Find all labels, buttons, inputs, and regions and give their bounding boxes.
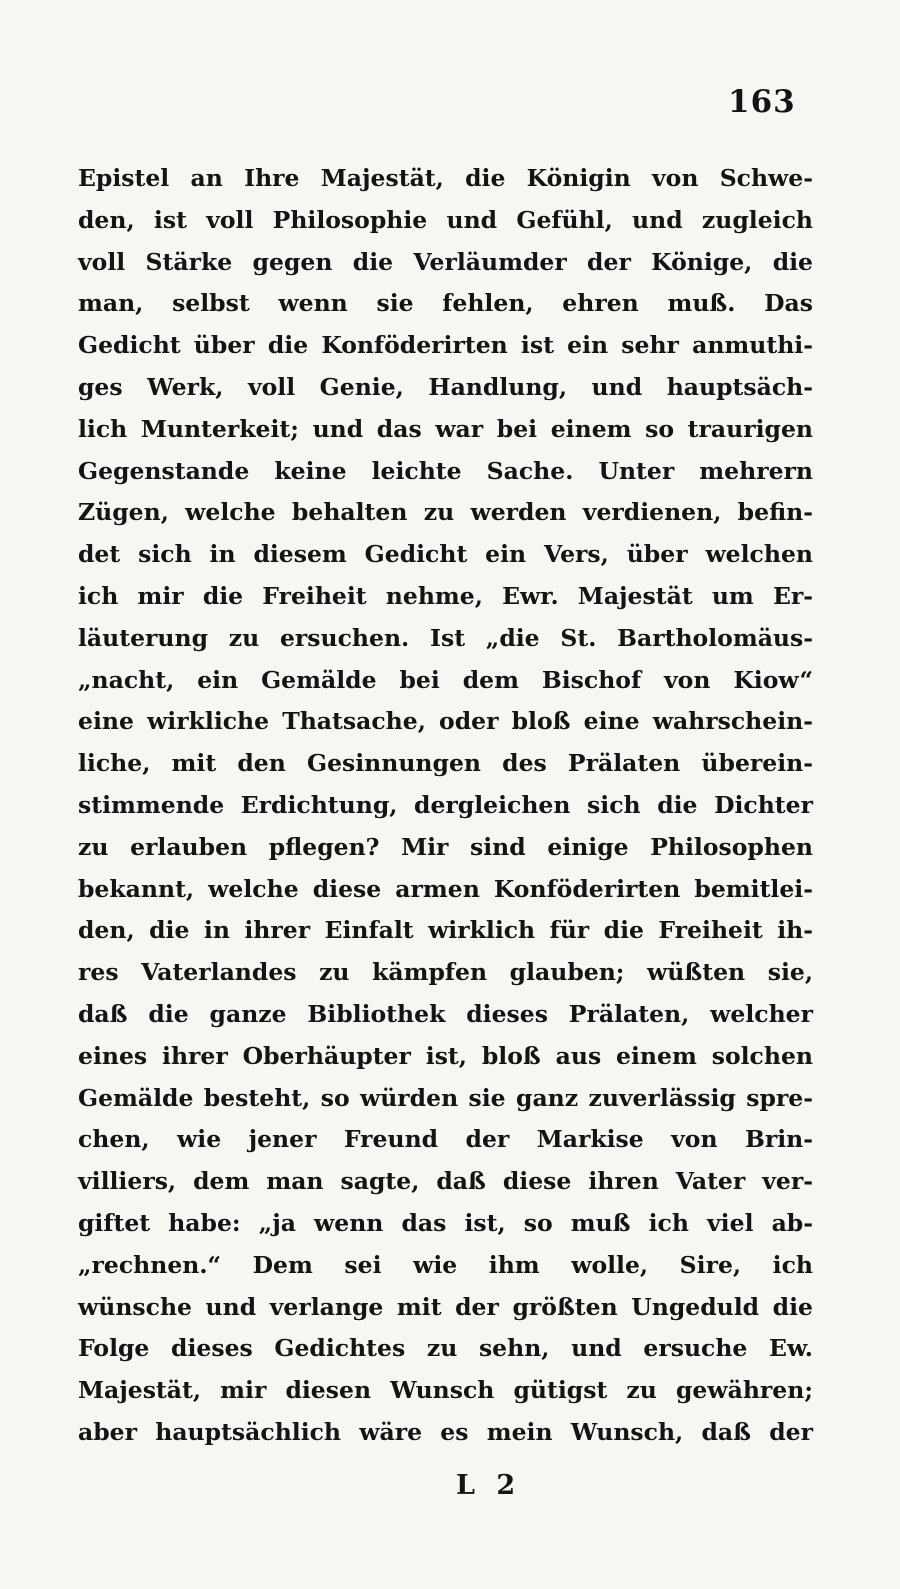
text-line: ich mir die Freiheit nehme, Ewr. Majestät um Er- [78,581,813,610]
text-line: Zügen, welche behalten zu werden verdienen, befin- [78,498,813,527]
text-line: man, selbst wenn sie fehlen, ehren muß. Das [78,289,813,318]
text-line: voll Stärke gegen die Verläumder der Könige, die [78,247,813,276]
text-line: den, ist voll Philosophie und Gefühl, und zugleich [78,205,813,234]
text-line: stimmende Erdichtung, dergleichen sich die Dichter [78,790,813,819]
text-line: giftet habe: „ja wenn das ist, so muß ich viel ab- [78,1208,813,1237]
text-line: zu erlauben pflegen? Mir sind einige Philosophen [78,832,813,861]
text-line: res Vaterlandes zu kämpfen glauben; wüßten sie, [78,958,813,987]
signature-mark: L 2 [456,1470,522,1501]
body-text [78,158,813,1454]
page-number: 163 [728,84,796,120]
text-line: bekannt, welche diese armen Konföderirten bemitlei- [78,874,813,903]
text-line: eine wirkliche Thatsache, oder bloß eine wahrschein- [78,707,813,736]
text-line: eines ihrer Oberhäupter ist, bloß aus einem solchen [78,1041,813,1070]
text-line: ges Werk, voll Genie, Handlung, und hauptsäch- [78,372,813,401]
text-line: daß die ganze Bibliothek dieses Prälaten, welcher [78,999,813,1028]
text-line: „rechnen.“ Dem sei wie ihm wolle, Sire, ich [78,1250,813,1279]
text-line: den, die in ihrer Einfalt wirklich für die Freiheit ih- [78,916,813,945]
text-line: chen, wie jener Freund der Markise von Brin- [78,1125,813,1154]
text-line: Gegenstande keine leichte Sache. Unter mehrern [78,456,813,485]
text-line: lich Munterkeit; und das war bei einem so traurigen [78,414,813,443]
text-line: Gemälde besteht, so würden sie ganz zuverlässig spre- [78,1083,813,1112]
text-line: aber hauptsächlich wäre es mein Wunsch, daß der [78,1417,813,1446]
text-line: det sich in diesem Gedicht ein Vers, über welchen [78,540,813,569]
text-line: „nacht, ein Gemälde bei dem Bischof von Kiow“ [78,665,813,694]
text-line: Majestät, mir diesen Wunsch gütigst zu gewähren; [78,1376,813,1405]
text-line: villiers, dem man sagte, daß diese ihren Vater ver- [78,1167,813,1196]
text-line: läuterung zu ersuchen. Ist „die St. Bartholomäus- [78,623,813,652]
text-line: Epistel an Ihre Majestät, die Königin von Schwe- [78,164,813,192]
text-line: Folge dieses Gedichtes zu sehn, und ersuche Ew. [78,1334,813,1363]
text-line: Gedicht über die Konföderirten ist ein sehr anmuthi- [78,331,813,360]
text-line: liche, mit den Gesinnungen des Prälaten überein- [78,749,813,778]
text-line: wünsche und verlange mit der größten Ungeduld die [78,1292,813,1321]
